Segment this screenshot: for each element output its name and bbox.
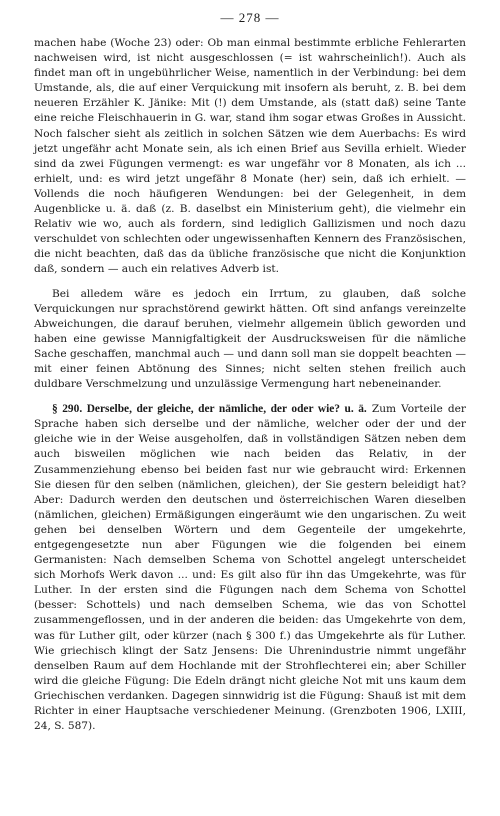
- paragraph-1: machen habe (Woche 23) oder: Ob man einmal bestimmte erbliche Fehlerarten nachweisen wird, ist nicht ausgeschlossen (= ist wahrscheinlich!). Auch als findet man oft in ungebührlicher Weise, namentlich in der Verbindung: bei dem Umstande, als, die auf einer Verquickung mit insofern als beruht, z. B. bei dem neueren Erzähler K. Jänike: Mit (!) dem Umstande, als (statt daß) seine Tante eine reiche Fleischhauerin in G. war, stand ihm sogar etwas Großes in Aussicht. Noch falscher sieht als zeitlich in solchen Sätzen wie dem Auerbachs: Es wird jetzt ungefähr acht Monate sein, als ich einen Brief aus Sevilla erhielt. Wieder sind da zwei Fügungen vermengt: es war ungefähr vor 8 Monaten, als ich ... erhielt, und: es wird jetzt ungefähr 8 Monate (her) sein, daß ich erhielt. — Vollends die noch häufigeren Wendungen: bei der Gelegenheit, in dem Augenblicke u. ä. daß (z. B. daselbst ein Ministerium geht), die vielmehr ein Relativ wie wo, auch als fordern, sind lediglich Gallizismen und noch dazu verschuldet von schlechten oder ungewissenhaften Kennern des Französischen, die nicht beachten, daß das da übliche französische que nicht die Konjunktion daß, sondern — auch ein relatives Adverb ist.: [34, 37, 466, 276]
- page-number: — 278 —: [220, 10, 280, 25]
- document-page: [34, 10, 466, 734]
- section-heading: § 290. Derselbe, der gleiche, der nämliche, der oder wie? u. ä.: [52, 403, 367, 416]
- paragraph-2: Bei alledem wäre es jedoch ein Irrtum, zu glauben, daß solche Verquickungen nur sprachstörend gewirkt hätten. Oft sind anfangs vereinzelte Abweichungen, die darauf beruhen, vielmehr allgemein üblich geworden und haben eine gewisse Mannigfaltigkeit der Ausdrucksweisen für die nämliche Sache geschaffen, manchmal auch — und dann soll man sie doppelt beachten — mit einer feinen Abtönung des Sinnes; nicht selten stehen freilich auch duldbare Verschmelzung und unzulässige Vermengung hart nebeneinander.: [34, 287, 466, 391]
- section-290-body: Zum Vorteile der Sprache haben sich derselbe und der nämliche, welcher oder der und der gleiche wie in der Weise ausgeholfen, daß in vollständigen Sätzen neben dem auch bisweilen möglichen wie nach beiden das Relativ, in der Zusammenziehung ebenso bei beiden fast nur wie gebraucht wird: Erkennen Sie diesen für den selben (nämlichen, gleichen), der Sie gestern beleidigt hat? Aber: Dadurch werden den deutschen und österreichischen Waren dieselben (nämlichen, gleichen) Ermäßigungen eingeräumt wie den ungarischen. Zu weit gehen bei denselben Wörtern und dem Gegenteile der umgekehrte, entgegengesetzte nun aber Fügungen wie die folgenden bei einem Germanisten: Nach demselben Schema von Schottel angelegt unterscheidet sich Morhofs Werk davon ... und: Es gilt also für ihn das Umgekehrte, was für Luther. In der ersten sind die Fügungen nach dem Schema von Schottel (besser: Schottels) und nach demselben Schema, wie das von Schottel zusammengeflossen, und in der anderen die beiden: das Umgekehrte von dem, was für Luther gilt, oder kürzer (nach § 300 f.) das Umgekehrte als für Luther. Wie griechisch klingt der Satz Jensens: Die Uhrenindustrie nimmt ungefähr denselben Raum auf dem Hochlande mit der Strohflechterei ein; aber Schiller wird die gleiche Fügung: Die Edeln drängt nicht gleiche Not mit uns kaum dem Griechischen verdanken. Dagegen sinnwidrig ist die Fügung: Shauß ist mit dem Richter in einer Hauptsache verschiedener Meinung. (Grenzboten 1906, LXIII, 24, S. 587).: [34, 403, 466, 733]
- section-290-paragraph: [34, 402, 466, 734]
